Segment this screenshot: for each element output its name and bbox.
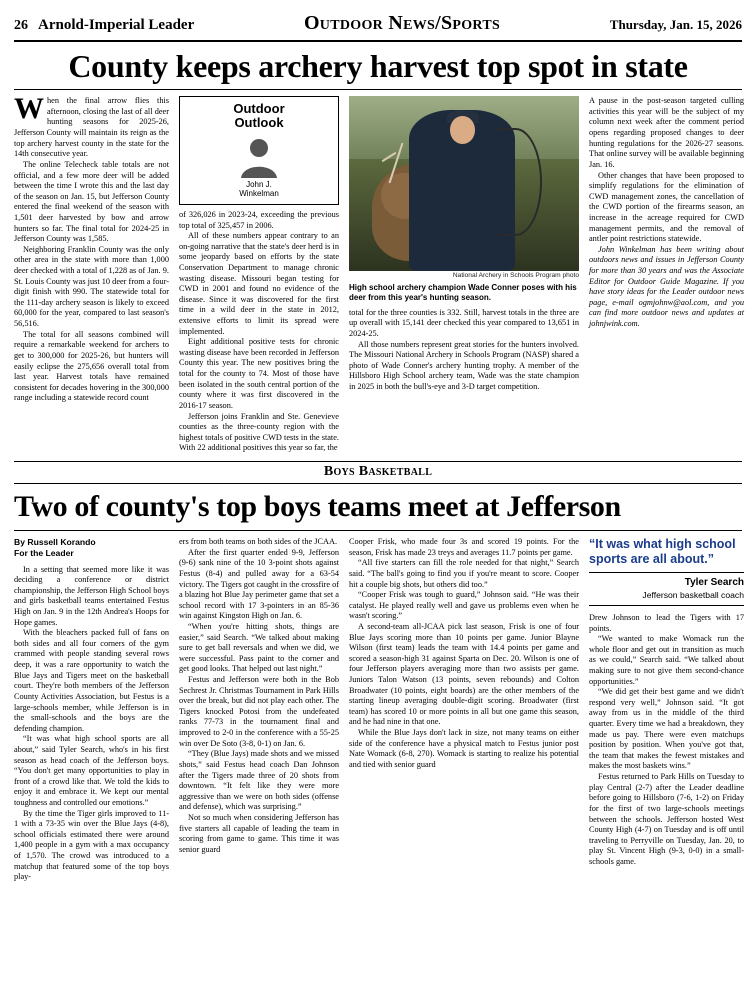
pull-quote: “It was what high school sports are all about.” [589, 537, 744, 573]
article2-kicker: Boys Basketball [323, 463, 433, 479]
byline-role: For the Leader [14, 547, 74, 558]
article2-column-4 [589, 537, 744, 883]
article2-paragraph: Festus and Jefferson were both in the Bob Sechrest Jr. Christmas Tournament in Park Hills over the break, but did not play each other. The Tigers knocked Potosi from the undefeated ranks 77-73 in the tournament final and improved to 2-0 in the conference with a 55-25 win over De Soto (3-8, 0-1) on Jan. 6. [179, 675, 339, 748]
article1-paragraph: All of these numbers appear contrary to an on-going narrative that the state's deer herd is in some jeopardy based on efforts by the state Conservation Department to manage chronic wasting disease. Missouri began testing for CWD in 2001 and found no evidence of the disease. Since it was discovered for the first time in a wild deer in the state in 2012, extensive efforts to limit its spread were implemented. [179, 231, 339, 336]
article1-column-4 [589, 96, 744, 454]
article1-paragraph: The total for all seasons combined will require a remarkable weekend for archers to get to 300,000 for 2025-26, but hunters will easily eclipse the 275,656 overall total from last year. Harvest totals have remained consistent for decades hovering in the 300,000 range including a statewide record count [14, 329, 169, 403]
outlook-title-line1: Outdoor [233, 101, 285, 117]
article2-rule [14, 530, 742, 531]
article1-paragraph: A pause in the post-season targeted culling activities this year will be the subject of my column next week after the comment period opens regarding proposed changes to deer hunting regulations for the 2026-27 seasons. That online survey will be available beginning Jan. 16. [589, 96, 744, 169]
article1-author-bio: John Winkelman has been writing about outdoors news and issues in Jefferson County for more than 30 years and was the Associate Editor for Outdoor Guide Magazine. If you have story ideas for the Leader outdoor news page, e-mail ogmjohnw@aol.com, and you can find more outdoor news and updates at johnjwink.com. [589, 244, 744, 329]
article1-paragraph: Other changes that have been proposed to simplify regulations for the elimination of CWD management zones, the cancellation of the CWD portion of the firearms season, an increase in the acreage required for CWD management permits, and the removal of antler point restrictions statewide. [589, 170, 744, 244]
section-title: Outdoor News/Sports [303, 12, 501, 34]
article2-paragraph: With the bleachers packed full of fans on both sides and all four corners of the gym crammed with people standing several rows deep, it was a rare opportunity to watch the Blue Jays and Tigers meet on the basketball court. They're both members of the Jefferson County Activities Association, but Festus is a large-schools member, while Jefferson is in the small-schools and the boys are the defending champion. [14, 628, 169, 733]
hunter-with-deer-photo [349, 96, 579, 271]
pull-quote-attribution-title: Jefferson basketball coach [589, 590, 744, 606]
article2-kicker-block [14, 461, 742, 484]
outdoor-outlook-title [186, 102, 332, 129]
masthead-rule [14, 40, 742, 42]
columnist-name [186, 180, 332, 198]
article1-column-2 [179, 96, 339, 454]
article2-paragraph: Festus returned to Park Hills on Tuesday to play Central (2-7) after the Leader deadline before going to Hillsboro (7-6, 1-2) on Friday for the first of two large-schools meetings between the schools. Jefferson hosted West County High (4-7) on Tuesday and is off until traveling to Perryville on Tuesday, Jan. 20, to play St. Vincent High (9-3, 0-0) in a small-schools game. [589, 772, 744, 866]
article1-paragraph: The online Telecheck table totals are not official, and a few more deer will be added between the time I wrote this and the last day of the season on Jan. 15, but Jefferson County entered the final weekend of the season with 1,501 deer harvested by bow and arrow hunters so far. The final total for 2024-25 in Jefferson County was 1,585. [14, 159, 169, 244]
columnist-first-name: John J. [246, 179, 272, 189]
article2-column-2 [179, 537, 339, 883]
article2-paragraph: “We did get their best game and we didn't respond very well,” Johnson said. “It got away from us in the middle of the third quarter. Every time we had a breakdown, they made us pay. There were even matchups position by position. When you've got that, the team that makes the fewest mistakes and makes the most baskets wins.” [589, 687, 744, 771]
article2-paragraph: “We wanted to make Womack run the whole floor and get out in transition as much as we could,” Search said. “We talked about making sure to not give them second-chance opportunities.” [589, 634, 744, 686]
article2-paragraph: After the first quarter ended 9-9, Jefferson (9-6) sank nine of the 10 3-point shots against Festus (8-4) and pulled away for a 63-54 victory. The Tigers got caught in the crossfire of a blazing hot Blue Jay perimeter game that set a school record with 17 3-pointers in an 85-36 win against Kingston High on Jan. 6. [179, 547, 339, 621]
article2-paragraph: ers from both teams on both sides of the JCAA. [179, 537, 338, 547]
article2-paragraph: Cooper Frisk, who made four 3s and scored 19 points. For the season, Frisk has made 23 treys and averages 11.7 points per game. [349, 537, 579, 557]
article2-paragraph: “All five starters can fill the role needed for that night,” Search said. “The ball's going to find you if you're meant to score. Cooper hit a couple big shots, but others did too.” [349, 558, 579, 589]
article2-column-3 [349, 537, 579, 883]
article2-paragraph: Drew Johnson to lead the Tigers with 17 points. [589, 612, 744, 633]
article2-headline: Two of county's top boys teams meet at Jefferson [14, 489, 621, 523]
page-number: 26 [14, 18, 28, 33]
article2-paragraph: A second-team all-JCAA pick last season, Frisk is one of four Blue Jays scoring more than 10 points per game. Junior Blayne Wilson (first team) leads the team with 14.4 points per game and scored a season-high 31 against Sparta on Dec. 20. Wilson is one of four Jefferson players averaging more than two assists per game. Juniors Talon Watson (13 points, seven rebounds) and Colton Broadwater (10 points, eight boards) are the other members of the starting lineup averaging double-digit scoring. Broadwater (first team) has scored 10 or more points in all but one game this season, and he had nine in that one. [349, 622, 579, 727]
photo-cutline: High school archery champion Wade Conner poses with his deer from this year's hunting season. [349, 282, 577, 302]
paper-name: Arnold-Imperial Leader [38, 17, 195, 33]
columnist-last-name: Winkelman [239, 188, 279, 198]
article2-paragraph: By the time the Tiger girls improved to 11-1 with a 73-35 win over the Blue Jays (4-8), school officials estimated there were around 1,400 people in a gym with a max occupancy of 1,570. The crowd was introduced to a matchup that featured some of the top boys play- [14, 808, 169, 882]
masthead [14, 12, 742, 38]
article2-column-1 [14, 537, 169, 883]
article1-photo-block [349, 96, 579, 302]
article1-headline: County keeps archery harvest top spot in state [68, 48, 688, 84]
article1-paragraph: When the final arrow flies this afternoon, closing the last of all deer hunting seasons for 2025-26, Jefferson County will maintain its reign as the top archery harvest county in the state for the 14th consecutive year. [14, 92, 169, 159]
columnist-portrait [186, 134, 332, 180]
article1-paragraph: All those numbers represent great stories for the hunters involved. The Missouri National Archery in Schools Program (NASP) shared a photo of Wade Conner's archery hunting trophy. A member of the Hillsboro High School archery team, Wade was the state champion in 2025 in both the bull's-eye and 3-D target competition. [349, 339, 579, 391]
article1-paragraph: total for the three counties is 332. Still, harvest totals in the three are up overall with 15,141 deer checked this year compared to 13,651 in 2024-25. [349, 307, 579, 338]
outlook-title-line2: Outlook [234, 114, 284, 130]
outdoor-outlook-box [179, 96, 339, 205]
pull-quote-attribution-name: Tyler Search [684, 576, 744, 588]
article1-column-3 [349, 96, 579, 454]
article1-rule [14, 89, 742, 90]
article2-paragraph: “They (Blue Jays) made shots and we missed shots,” said Festus head coach Dan Johnson after the Tigers made three of 20 shots from downtown. “It felt like they were more aggressive than we were on both sides (offense and defense), which was surprising.” [179, 749, 339, 812]
masthead-left [14, 17, 194, 34]
masthead-date: Thursday, Jan. 15, 2026 [609, 17, 742, 32]
article2-paragraph: While the Blue Jays don't lack in size, not many teams on either side of the conference have a physical match to Festus junior post Nate Womack (6-8, 270). Womack is starting to realize his potential and tied with senior guard [349, 728, 579, 769]
article1-paragraph: Jefferson joins Franklin and Ste. Genevieve counties as the three-county region with the highest totals of positive CWD tests in the state. With 22 additional positives this year so far, the [179, 411, 339, 453]
byline-author: By Russell Korando [14, 537, 96, 548]
article2-paragraph: “When you're hitting shots, things are easier,” said Search. “We talked about making sure to get ball reversals and when we did, we were successful. Pass paint to the corner and get good looks. That helped out last night.” [179, 622, 339, 674]
article2-paragraph: “It was what high school sports are all about,” said Tyler Search, who's in his first season as head coach of the Jefferson boys. “You don't get many opportunities to play in front of a crowd like that. We told the kids to enjoy it and embrace it. We kept our mental toughness and controlled our emotions.” [14, 734, 169, 807]
article2-paragraph: “Cooper Frisk was tough to guard,” Johnson said. “He was their catalyst. He played really well and gave us problems even when he wasn't scoring.” [349, 590, 579, 621]
article1-paragraph: Eight additional positive tests for chronic wasting disease have been recorded in Jefferson County this year. The new positives bring the total for the county to 74. Most of those have been isolated in the south central portion of the county where it was first discovered in the 2016-17 season. [179, 337, 339, 410]
photo-credit: National Archery in Schools Program photo [452, 272, 579, 280]
article1-column-1 [14, 92, 169, 454]
article2-paragraph: Not so much when considering Jefferson has five starters all capable of leading the team in scoring from game to game. This time it was senior guard [179, 812, 339, 854]
article1-paragraph: of 326,026 in 2023-24, exceeding the previous top total of 325,457 in 2006. [179, 209, 339, 230]
byline [14, 537, 169, 558]
article2-body [14, 537, 742, 883]
article1-paragraph: Neighboring Franklin County was the only other area in the state with more than 1,000 deer checked with a total of 1,228 as of Jan. 9. St. Louis County was just 10 deer from a four-digit finish with 990. The statewide total for the 111-day archery season is likely to exceed 60,000 for the year, compared to last season's 56,516. [14, 244, 169, 329]
kicker-rule-bottom [14, 483, 742, 484]
article2-paragraph: In a setting that seemed more like it was deciding a conference or district championship, the Jefferson High School boys and girls basketball teams entertained Festus High on Jan. 9 in the 12th Andrea's Hoops for Hope games. [14, 564, 169, 627]
article1-body [14, 92, 744, 454]
